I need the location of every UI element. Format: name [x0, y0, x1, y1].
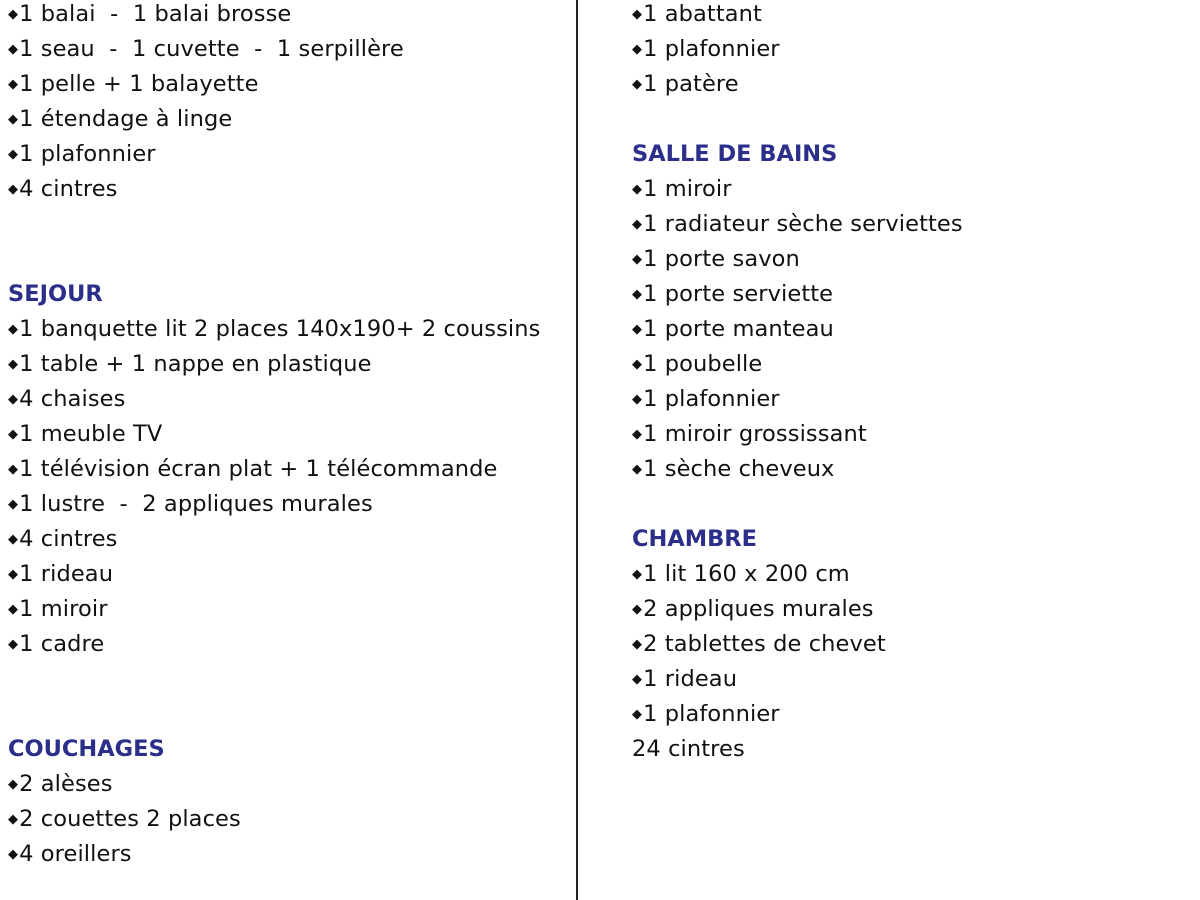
diamond-bullet-icon: ◆ — [632, 637, 643, 652]
right-column — [632, 0, 1192, 770]
section-heading-chambre: CHAMBRE — [632, 526, 757, 552]
diamond-bullet-icon: ◆ — [8, 497, 19, 512]
diamond-bullet-icon: ◆ — [8, 392, 19, 407]
diamond-bullet-icon: ◆ — [632, 427, 643, 442]
diamond-bullet-icon: ◆ — [8, 112, 19, 127]
diamond-bullet-icon: ◆ — [8, 532, 19, 547]
diamond-bullet-icon: ◆ — [632, 7, 643, 22]
diamond-bullet-icon: ◆ — [632, 602, 643, 617]
list-item: ◆1 plafonnier — [632, 36, 780, 62]
list-item: ◆1 miroir — [8, 596, 108, 622]
list-item: ◆1 plafonnier — [8, 141, 156, 167]
diamond-bullet-icon: ◆ — [632, 217, 643, 232]
list-item: ◆1 banquette lit 2 places 140x190+ 2 coussins — [8, 316, 541, 342]
diamond-bullet-icon: ◆ — [632, 322, 643, 337]
diamond-bullet-icon: ◆ — [632, 287, 643, 302]
list-item: ◆1 seau - 1 cuvette - 1 serpillère — [8, 36, 404, 62]
list-item: ◆2 appliques murales — [632, 596, 874, 622]
left-top-list — [8, 0, 568, 210]
list-item: ◆1 télévision écran plat + 1 télécommande — [8, 456, 498, 482]
list-item: ◆1 pelle + 1 balayette — [8, 71, 259, 97]
list-item: ◆1 porte manteau — [632, 316, 834, 342]
list-item: ◆1 rideau — [632, 666, 738, 692]
list-item: ◆1 balai - 1 balai brosse — [8, 1, 292, 27]
list-item: ◆1 table + 1 nappe en plastique — [8, 351, 372, 377]
diamond-bullet-icon: ◆ — [632, 707, 643, 722]
list-item: ◆1 étendage à linge — [8, 106, 233, 132]
section-heading-sejour: SEJOUR — [8, 281, 103, 307]
list-item: ◆1 miroir grossissant — [632, 421, 867, 447]
diamond-bullet-icon: ◆ — [8, 322, 19, 337]
list-item: ◆1 patère — [632, 71, 739, 97]
list-item: ◆1 plafonnier — [632, 386, 780, 412]
list-item: ◆1 porte serviette — [632, 281, 834, 307]
diamond-bullet-icon: ◆ — [8, 182, 19, 197]
diamond-bullet-icon: ◆ — [8, 77, 19, 92]
diamond-bullet-icon: ◆ — [8, 777, 19, 792]
column-divider — [576, 0, 578, 900]
diamond-bullet-icon: ◆ — [632, 392, 643, 407]
diamond-bullet-icon: ◆ — [632, 252, 643, 267]
list-item: ◆4 cintres — [8, 526, 118, 552]
diamond-bullet-icon: ◆ — [632, 182, 643, 197]
list-item: ◆2 tablettes de chevet — [632, 631, 886, 657]
list-item: ◆1 rideau — [8, 561, 114, 587]
diamond-bullet-icon: ◆ — [632, 462, 643, 477]
list-item: ◆1 poubelle — [632, 351, 763, 377]
diamond-bullet-icon: ◆ — [632, 567, 643, 582]
list-item: ◆1 porte savon — [632, 246, 800, 272]
list-item-plain: 24 cintres — [632, 736, 745, 762]
list-item: ◆1 miroir — [632, 176, 732, 202]
section-couchages — [8, 735, 568, 875]
diamond-bullet-icon: ◆ — [8, 567, 19, 582]
diamond-bullet-icon: ◆ — [8, 7, 19, 22]
diamond-bullet-icon: ◆ — [8, 847, 19, 862]
list-item: ◆1 plafonnier — [632, 701, 780, 727]
section-heading-couchages: COUCHAGES — [8, 736, 165, 762]
list-item: ◆2 couettes 2 places — [8, 806, 241, 832]
section-heading-salle-de-bains: SALLE DE BAINS — [632, 141, 838, 167]
diamond-bullet-icon: ◆ — [632, 77, 643, 92]
section-chambre — [632, 525, 1192, 770]
list-item: ◆4 oreillers — [8, 841, 132, 867]
diamond-bullet-icon: ◆ — [8, 427, 19, 442]
diamond-bullet-icon: ◆ — [8, 462, 19, 477]
list-item: ◆4 chaises — [8, 386, 126, 412]
diamond-bullet-icon: ◆ — [8, 637, 19, 652]
left-column — [8, 0, 568, 875]
list-item: ◆1 cadre — [8, 631, 105, 657]
list-item: ◆1 lustre - 2 appliques murales — [8, 491, 373, 517]
list-item: ◆2 alèses — [8, 771, 113, 797]
list-item: ◆4 cintres — [8, 176, 118, 202]
diamond-bullet-icon: ◆ — [8, 357, 19, 372]
diamond-bullet-icon: ◆ — [8, 812, 19, 827]
list-item: ◆1 lit 160 x 200 cm — [632, 561, 850, 587]
diamond-bullet-icon: ◆ — [632, 672, 643, 687]
list-item: ◆1 radiateur sèche serviettes — [632, 211, 963, 237]
right-top-list — [632, 0, 1192, 105]
list-item: ◆1 sèche cheveux — [632, 456, 835, 482]
diamond-bullet-icon: ◆ — [8, 147, 19, 162]
list-item: ◆1 abattant — [632, 1, 762, 27]
diamond-bullet-icon: ◆ — [8, 602, 19, 617]
list-item: ◆1 meuble TV — [8, 421, 163, 447]
diamond-bullet-icon: ◆ — [632, 357, 643, 372]
section-sejour — [8, 280, 568, 665]
diamond-bullet-icon: ◆ — [632, 42, 643, 57]
diamond-bullet-icon: ◆ — [8, 42, 19, 57]
section-salle-de-bains — [632, 140, 1192, 490]
